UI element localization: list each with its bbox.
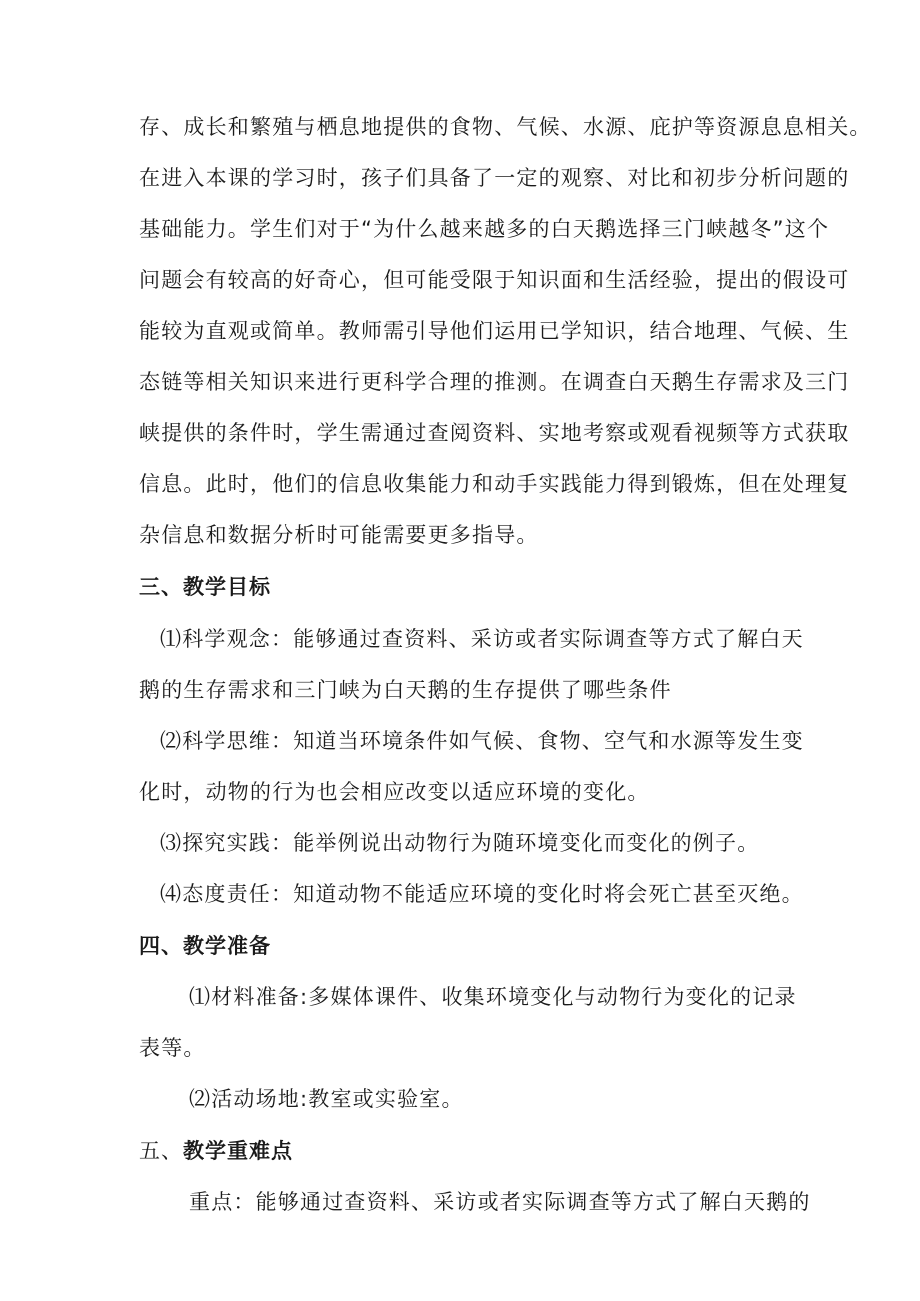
section-title: 教学重难点 (183, 1139, 293, 1163)
goal-item-scientific-concept-cont: 鹅的生存需求和三门峡为白天鹅的生存提供了哪些条件 (139, 678, 672, 702)
paragraph-line: 基础能力。学生们对于“为什么越来越多的白天鹅选择三门峡越冬”这个 (139, 217, 830, 241)
section-heading-teaching-goals: 三、教学目标 (139, 575, 271, 599)
goal-item-scientific-thinking-cont: 化时，动物的行为也会相应改变以适应环境的变化。 (139, 780, 650, 804)
section-number: 五、 (139, 1139, 183, 1163)
goal-item-attitude-responsibility: ⑷态度责任：知道动物不能适应环境的变化时将会死亡甚至灭绝。 (160, 882, 804, 906)
paragraph-line: 能较为直观或简单。教师需引导他们运用已学知识，结合地理、气候、生 (139, 319, 850, 343)
paragraph-line: 峡提供的条件时，学生需通过查阅资料、实地考察或观看视频等方式获取 (139, 421, 850, 445)
paragraph-line: 杂信息和数据分析时可能需要更多指导。 (139, 523, 539, 547)
paragraph-line: 问题会有较高的好奇心，但可能受限于知识面和生活经验，提出的假设可 (139, 268, 850, 292)
prep-item-materials-cont: 表等。 (139, 1036, 206, 1060)
goal-item-inquiry-practice: ⑶探究实践：能举例说出动物行为随环境变化而变化的例子。 (160, 831, 760, 855)
prep-item-materials: ⑴材料准备:多媒体课件、收集环境变化与动物行为变化的记录 (189, 985, 797, 1009)
section-heading-teaching-preparation: 四、教学准备 (139, 934, 271, 958)
paragraph-line: 态链等相关知识来进行更科学合理的推测。在调查白天鹅生存需求及三门 (139, 370, 850, 394)
paragraph-line: 存、成长和繁殖与栖息地提供的食物、气候、水源、庇护等资源息息相关。 (139, 115, 872, 139)
goal-item-scientific-concept: ⑴科学观念：能够通过查资料、采访或者实际调查等方式了解白天 (160, 627, 804, 651)
paragraph-line: 在进入本课的学习时，孩子们具备了一定的观察、对比和初步分析问题的 (139, 166, 850, 190)
section-heading-key-difficult-points (139, 1137, 293, 1165)
prep-item-venue: ⑵活动场地:教室或实验室。 (189, 1087, 464, 1111)
key-point-text: 重点：能够通过查资料、采访或者实际调查等方式了解白天鹅的 (189, 1190, 811, 1214)
paragraph-line: 信息。此时，他们的信息收集能力和动手实践能力得到锻炼，但在处理复 (139, 472, 850, 496)
goal-item-scientific-thinking: ⑵科学思维：知道当环境条件如气候、食物、空气和水源等发生变 (160, 729, 804, 753)
